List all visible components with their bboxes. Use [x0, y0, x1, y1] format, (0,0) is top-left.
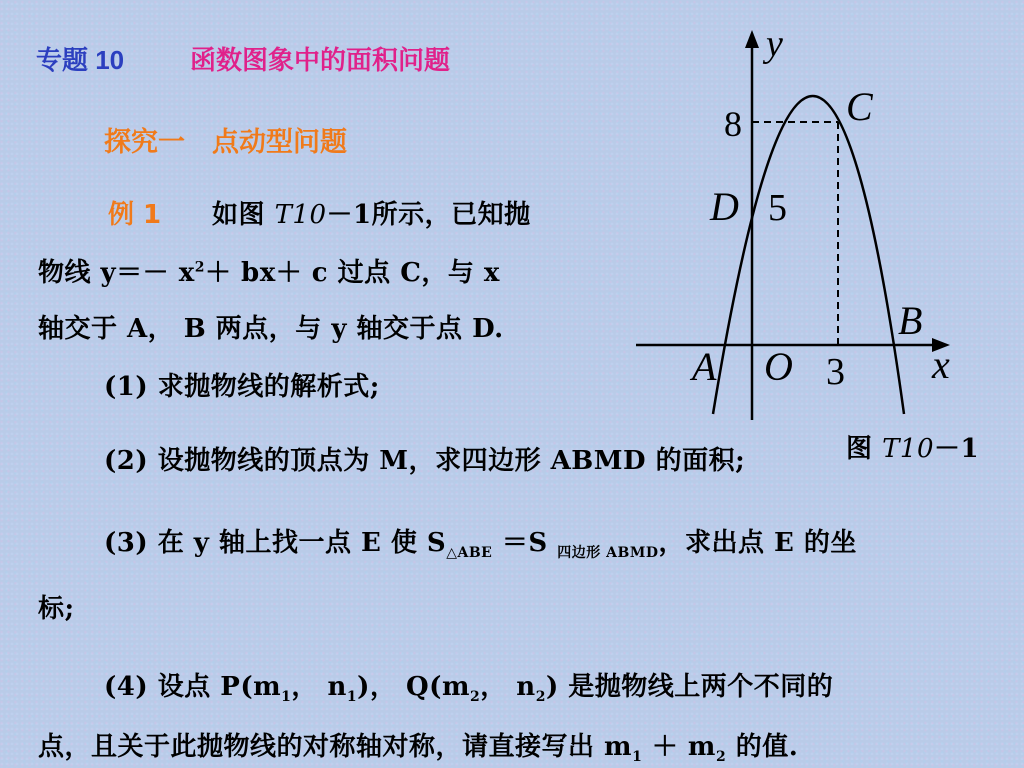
label-A: A: [692, 344, 717, 389]
example-line-3: 轴交于 A， B 两点，与 y 轴交于点 D.: [38, 314, 504, 344]
section-title: 探究一 点动型问题: [104, 127, 347, 158]
y-axis-arrow: [745, 30, 759, 48]
question-2: (2) 设抛物线的顶点为 M，求四边形 ABMD 的面积;: [104, 446, 746, 476]
label-O: O: [764, 344, 793, 389]
example-label: 例 1: [108, 200, 162, 230]
example-line-1: 如图 T10－1所示，已知抛: [212, 200, 531, 230]
label-y: y: [766, 23, 783, 65]
question-3-cont: 标;: [38, 594, 75, 624]
label-3: 3: [826, 351, 845, 393]
question-1: (1) 求抛物线的解析式;: [104, 372, 380, 402]
topic-number: 专题 10: [36, 45, 125, 75]
question-3: (3) 在 y 轴上找一点 E 使 $S_{\triangle ABE} =S$ $_{四边形 ABMD}$，求出点 E 的坐: [104, 528, 857, 562]
figure-caption: 图 T10－1: [846, 434, 980, 464]
label-x: x: [932, 342, 950, 387]
parabola-figure: [630, 20, 1024, 470]
topic-title: 函数图象中的面积问题: [190, 46, 451, 76]
label-D: D: [710, 184, 739, 229]
label-8: 8: [724, 104, 742, 144]
label-5: 5: [768, 187, 787, 229]
label-C: C: [846, 84, 873, 129]
label-B: B: [898, 298, 923, 343]
question-4-cont: 点，且关于此抛物线的对称轴对称，请直接写出 $m_1 + m_2$ 的值.: [38, 732, 799, 766]
question-4: (4) 设点 $P(m_1$， $n_1$)， $Q(m_2$， $n_2$) 是抛物线上两个不同的: [104, 672, 834, 706]
example-line-2: 物线 $y=- x^2+ bx+ c$ 过点 C，与 x: [38, 258, 500, 288]
